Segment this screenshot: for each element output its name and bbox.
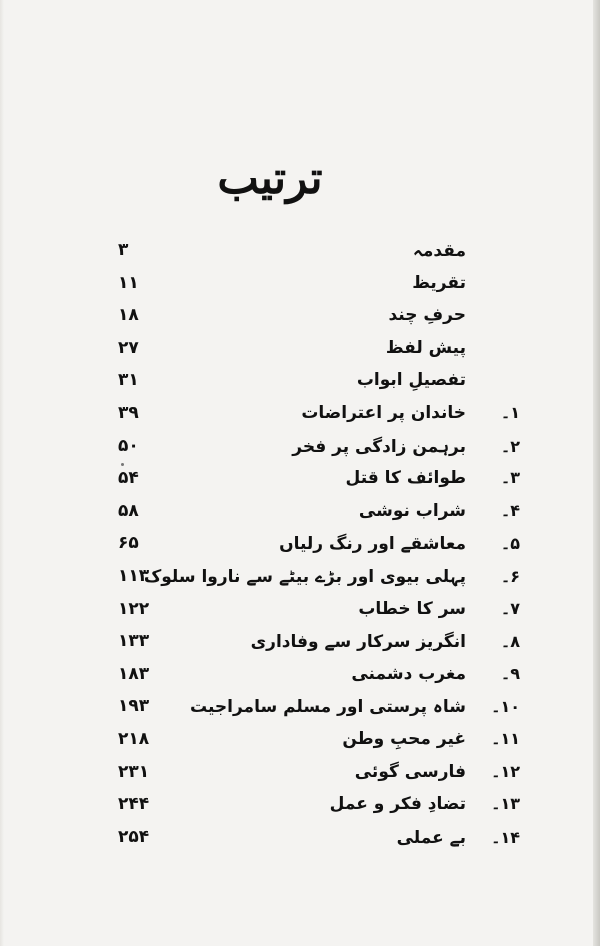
entry-number: ۱۳۔ bbox=[491, 794, 520, 814]
entry-label: خاندان پر اعتراضات bbox=[301, 402, 466, 423]
entry-page-number: ۱۱۳ bbox=[118, 565, 150, 586]
toc-entry bbox=[118, 529, 520, 562]
entry-label: پہلی بیوی اور بڑے بیٹے سے ناروا سلوک bbox=[143, 566, 466, 587]
entry-heading bbox=[301, 403, 520, 423]
entry-page-number: ۲۳۱ bbox=[118, 761, 150, 782]
entry-number: ۲۔ bbox=[500, 436, 520, 456]
toc-entry bbox=[118, 334, 520, 367]
entry-number: ۶۔ bbox=[500, 566, 520, 586]
ink-speck bbox=[121, 463, 124, 466]
toc-entry bbox=[118, 236, 520, 269]
entry-label: تقریظ bbox=[412, 272, 466, 293]
entry-page-number: ۱۳۳ bbox=[118, 631, 150, 652]
entry-heading bbox=[279, 533, 520, 554]
toc-entry bbox=[118, 301, 520, 334]
entry-label: حرفِ چند bbox=[388, 305, 466, 326]
page-edge-left bbox=[0, 0, 4, 946]
entry-page-number: ۲۷ bbox=[118, 337, 139, 358]
page-title: ترتیب bbox=[217, 153, 323, 205]
entry-number: ۱۱۔ bbox=[491, 728, 520, 748]
entry-page-number: ۵۴ bbox=[118, 468, 139, 489]
toc-entry bbox=[118, 366, 520, 399]
entry-page-number: ۱۹۳ bbox=[118, 696, 150, 717]
entry-label: تفصیلِ ابواب bbox=[356, 370, 466, 391]
entry-heading bbox=[346, 468, 520, 488]
entry-page-number: ۲۴۴ bbox=[118, 794, 150, 815]
toc-entry bbox=[118, 432, 520, 465]
entry-heading bbox=[358, 599, 520, 619]
entry-number: ۳۔ bbox=[500, 468, 520, 488]
entry-heading bbox=[342, 729, 520, 749]
entry-heading bbox=[359, 501, 520, 521]
entry-heading bbox=[144, 566, 520, 587]
entry-page-number: ۳ bbox=[118, 240, 129, 260]
entry-heading bbox=[386, 338, 520, 358]
entry-label: برہمن زادگی پر فخر bbox=[292, 436, 466, 457]
entry-heading bbox=[413, 240, 520, 261]
entry-number: ۱۔ bbox=[500, 402, 520, 422]
entry-label: معاشقے اور رنگ رلیاں bbox=[279, 534, 466, 555]
entry-page-number: ۵۰ bbox=[118, 435, 139, 456]
entry-heading bbox=[357, 370, 520, 390]
entry-number: ۴۔ bbox=[500, 500, 520, 520]
toc-entry bbox=[118, 660, 520, 693]
toc-entry bbox=[118, 758, 520, 791]
entry-heading bbox=[355, 762, 520, 782]
entry-number: ۱۴۔ bbox=[491, 827, 520, 847]
entry-page-number: ۶۵ bbox=[118, 533, 139, 554]
entry-label: مقدمہ bbox=[412, 241, 466, 261]
entry-heading bbox=[351, 664, 520, 684]
entry-label: غیر محبِ وطن bbox=[342, 728, 466, 749]
entry-page-number: ۱۱ bbox=[118, 272, 139, 293]
toc-entry bbox=[118, 464, 520, 497]
entry-heading bbox=[397, 827, 520, 848]
entry-number: ۵۔ bbox=[500, 534, 520, 554]
entry-number: ۸۔ bbox=[500, 632, 520, 652]
entry-number: ۹۔ bbox=[500, 663, 520, 683]
entry-heading bbox=[292, 436, 520, 457]
entry-page-number: ۵۸ bbox=[118, 500, 139, 521]
entry-label: انگریز سرکار سے وفاداری bbox=[250, 632, 466, 653]
entry-page-number: ۳۱ bbox=[118, 370, 139, 391]
entry-number: ۱۲۔ bbox=[491, 761, 520, 781]
entry-label: بے عملی bbox=[396, 827, 466, 848]
entry-number: ۷۔ bbox=[500, 598, 520, 618]
toc-entry bbox=[118, 497, 520, 530]
entry-label: طوائف کا قتل bbox=[345, 468, 466, 489]
toc-entry bbox=[118, 399, 520, 432]
entry-label: شراب نوشی bbox=[358, 500, 466, 521]
entry-heading bbox=[251, 631, 520, 652]
entry-page-number: ۲۱۸ bbox=[118, 728, 150, 749]
toc-entry bbox=[118, 823, 520, 856]
toc-entry bbox=[118, 595, 520, 628]
toc-entry bbox=[118, 725, 520, 758]
entry-page-number: ۱۸۳ bbox=[118, 663, 150, 684]
entry-page-number: ۳۹ bbox=[118, 402, 139, 423]
entry-label: مغرب دشمنی bbox=[351, 663, 466, 684]
toc-entry bbox=[118, 692, 520, 725]
entry-page-number: ۱۸ bbox=[118, 305, 139, 326]
entry-heading bbox=[190, 696, 520, 717]
table-of-contents bbox=[118, 236, 520, 855]
entry-label: تضادِ فکر و عمل bbox=[329, 794, 466, 815]
toc-entry bbox=[118, 562, 520, 595]
entry-label: شاہ پرستی اور مسلم سامراجیت bbox=[189, 697, 466, 718]
entry-number: ۱۰۔ bbox=[491, 697, 520, 717]
entry-label: سر کا خطاب bbox=[358, 598, 466, 619]
toc-entry bbox=[118, 627, 520, 660]
toc-entry bbox=[118, 269, 520, 302]
entry-label: فارسی گوئی bbox=[354, 761, 466, 782]
toc-entry bbox=[118, 790, 520, 823]
entry-page-number: ۱۲۲ bbox=[118, 598, 150, 619]
entry-label: پیش لفظ bbox=[385, 337, 466, 358]
entry-heading bbox=[388, 305, 520, 325]
page-edge-right bbox=[593, 0, 600, 946]
entry-heading bbox=[412, 273, 520, 293]
entry-page-number: ۲۵۴ bbox=[118, 826, 150, 847]
entry-heading bbox=[330, 794, 520, 814]
